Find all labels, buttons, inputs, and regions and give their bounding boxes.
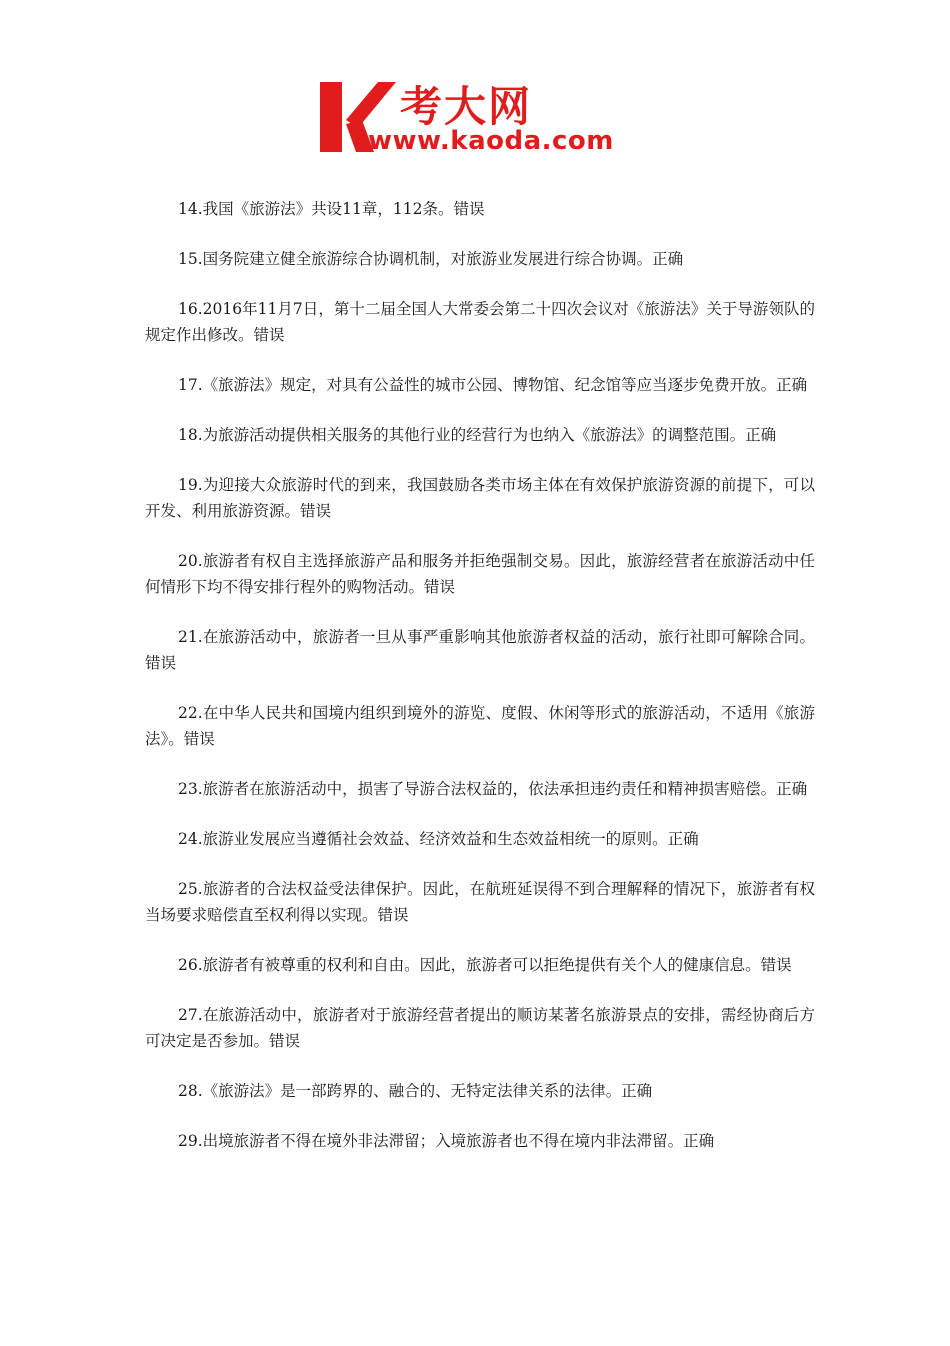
question-item-28: 28.《旅游法》是一部跨界的、融合的、无特定法律关系的法律。正确 (178, 1082, 653, 1100)
question-item-15: 15.国务院建立健全旅游综合协调机制，对旅游业发展进行综合协调。正确 (178, 250, 684, 268)
question-item-19: 19.为迎接大众旅游时代的到来，我国鼓励各类市场主体在有效保护旅游资源的前提下，可以开发、利用旅游资源。错误 (145, 476, 815, 520)
question-item-23: 23.旅游者在旅游活动中，损害了导游合法权益的，依法承担违约责任和精神损害赔偿。正确 (178, 780, 808, 798)
question-item-25: 25.旅游者的合法权益受法律保护。因此，在航班延误得不到合理解释的情况下，旅游者有权当场要求赔偿直至权利得以实现。错误 (145, 880, 815, 924)
question-item-24: 24.旅游业发展应当遵循社会效益、经济效益和生态效益相统一的原则。正确 (178, 830, 699, 848)
question-item-17: 17.《旅游法》规定，对具有公益性的城市公园、博物馆、纪念馆等应当逐步免费开放。正确 (178, 376, 808, 394)
logo-brand-name: 考大网 (400, 82, 533, 131)
question-item-18: 18.为旅游活动提供相关服务的其他行业的经营行为也纳入《旅游法》的调整范围。正确 (178, 426, 777, 444)
kaoda-logo[interactable] (318, 80, 640, 160)
question-item-26: 26.旅游者有被尊重的权利和自由。因此，旅游者可以拒绝提供有关个人的健康信息。错误 (178, 956, 792, 974)
question-item-16: 16.2016年11月7日，第十二届全国人大常委会第二十四次会议对《旅游法》关于导游领队的规定作出修改。错误 (145, 300, 815, 344)
question-item-20: 20.旅游者有权自主选择旅游产品和服务并拒绝强制交易。因此，旅游经营者在旅游活动中任何情形下均不得安排行程外的购物活动。错误 (145, 552, 815, 596)
question-item-22: 22.在中华人民共和国境内组织到境外的游览、度假、休闲等形式的旅游活动，不适用《旅游法》。错误 (145, 704, 815, 748)
question-item-14: 14.我国《旅游法》共设11章，112条。错误 (178, 200, 485, 218)
question-item-21: 21.在旅游活动中，旅游者一旦从事严重影响其他旅游者权益的活动，旅行社即可解除合同。错误 (145, 628, 815, 672)
question-item-29: 29.出境旅游者不得在境外非法滞留；入境旅游者也不得在境内非法滞留。正确 (178, 1132, 715, 1150)
question-list (145, 196, 815, 1178)
question-item-27: 27.在旅游活动中，旅游者对于旅游经营者提出的顺访某著名旅游景点的安排，需经协商后方可决定是否参加。错误 (145, 1006, 815, 1050)
logo-url: www.kaoda.com (368, 126, 614, 156)
